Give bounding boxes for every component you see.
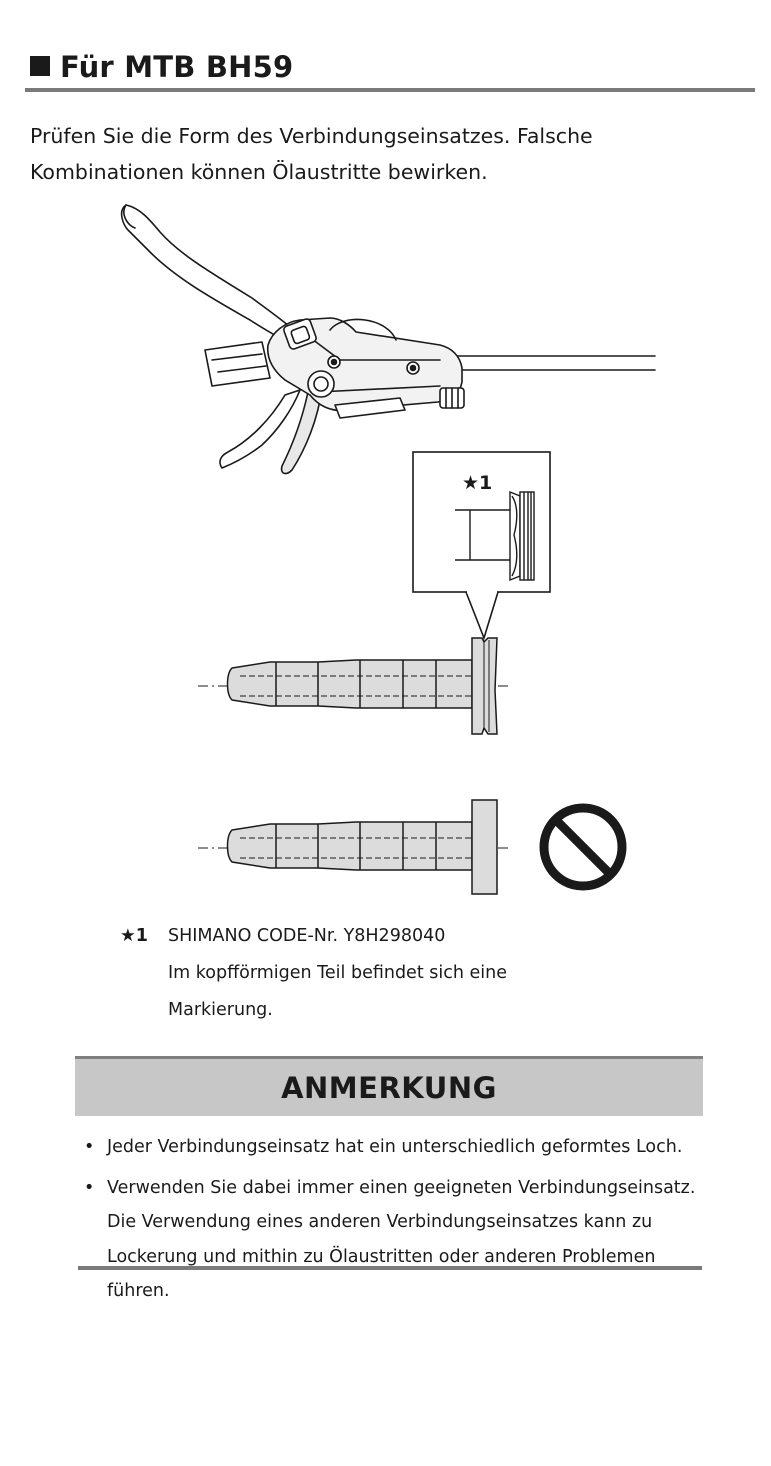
bottom-rule	[78, 1266, 702, 1270]
list-item-extra-text: Die Verwendung eines anderen Verbindungseinsatzes kann zu Lockerung und mithin zu Ölaustritten oder anderen Problemen führen.	[107, 1212, 656, 1301]
section-heading	[30, 50, 293, 84]
footnote-text	[168, 918, 588, 1029]
list-item	[82, 1171, 702, 1309]
prohibited-icon	[544, 808, 622, 886]
list-item	[82, 1130, 702, 1165]
footnote-code-line: SHIMANO CODE-Nr. Y8H298040	[168, 926, 446, 946]
footnote-description: Im kopfförmigen Teil befindet sich eine Markierung.	[168, 963, 507, 1020]
heading-rule	[25, 88, 755, 92]
callout-pointer	[466, 592, 498, 638]
connector-insert-figure	[0, 195, 771, 915]
bullet-dot-icon: •	[84, 1137, 95, 1157]
note-banner	[75, 1056, 703, 1116]
note-bullet-list	[82, 1130, 702, 1315]
intro-paragraph: Prüfen Sie die Form des Verbindungseinsatzes. Falsche Kombinationen können Ölaustritte bewirken.	[30, 124, 593, 184]
brake-lever-illustration	[122, 205, 655, 473]
list-item-text: Jeder Verbindungseinsatz hat ein unterschiedlich geformtes Loch.	[107, 1137, 683, 1157]
callout-label: ★1	[462, 472, 493, 494]
square-bullet-icon	[30, 56, 50, 76]
note-title: ANMERKUNG	[281, 1071, 497, 1105]
bullet-dot-icon: •	[84, 1177, 95, 1198]
section-heading-text: Für MTB BH59	[60, 50, 294, 84]
insert-correct	[198, 638, 508, 734]
list-item-text: Verwenden Sie dabei immer einen geeigneten Verbindungseinsatz.	[107, 1177, 696, 1198]
insert-incorrect	[198, 800, 508, 894]
callout-detail	[413, 452, 550, 638]
footnote-marker: ★1	[120, 926, 148, 946]
